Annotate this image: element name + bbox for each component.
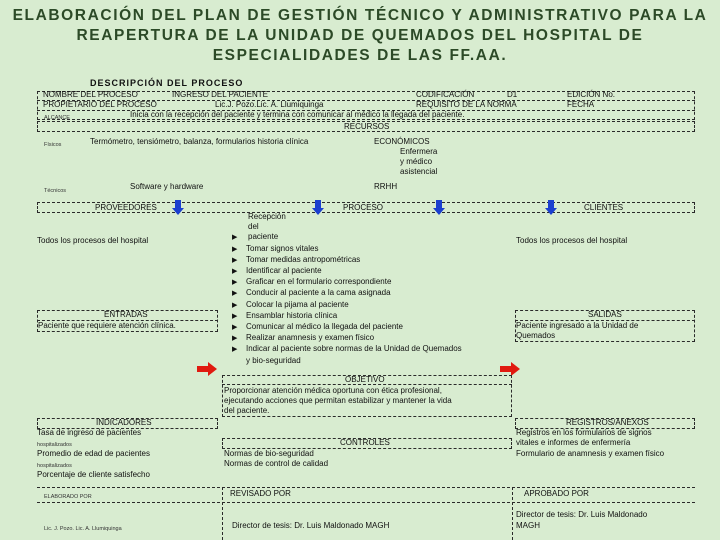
triangle-bullet-icon: ▶ <box>232 256 238 264</box>
control-2: Normas de control de calidad <box>224 459 329 468</box>
triangle-bullet-icon: ▶ <box>232 268 238 276</box>
recursos-heading: RECURSOS <box>344 122 390 131</box>
salidas-value-2: Quemados <box>516 331 556 340</box>
title-line-1: ELABORACIÓN DEL PLAN DE GESTIÓN TÉCNICO Y ADMINISTRATIVO PARA LA <box>12 7 708 24</box>
elaborado-label: ELABORADO POR <box>44 494 92 500</box>
proceso-step <box>232 311 462 322</box>
indicador-2: Promedio de edad de pacientes <box>37 449 150 458</box>
registro-3: Formulario de anamnesis y examen físico <box>516 449 665 458</box>
indicadores-label: INDICADORES <box>96 418 152 427</box>
aprobado-value-2: MAGH <box>516 521 540 530</box>
alcance-value: Inicia con la recepción del paciente y termina con comunicar al médico la llegada del paciente. <box>130 110 465 119</box>
proveedores-heading: PROVEEDORES <box>95 203 157 212</box>
proveedores-value: Todos los procesos del hospital <box>37 236 149 245</box>
objetivo-label: OBJETIVO <box>345 375 385 384</box>
proceso-step <box>232 232 462 243</box>
title-line-2: REAPERTURA DE LA UNIDAD DE QUEMADOS DEL HOSPITAL DE <box>76 27 644 44</box>
proceso-step-text: Recepción <box>248 212 286 221</box>
edicion-label: EDICIÓN No. <box>567 90 616 99</box>
economicos-value-3: asistencial <box>400 167 438 176</box>
codificacion-label: CODIFICACIÓN <box>416 90 475 99</box>
triangle-bullet-icon: ▶ <box>232 301 238 309</box>
proceso-step-text: Colocar la pijama al paciente <box>246 299 349 309</box>
revisado-value: Director de tesis: Dr. Luis Maldonado MAGH <box>232 521 390 530</box>
proceso-step-text: Identificar al paciente <box>246 266 322 276</box>
economicos-value-2: y médico <box>400 157 433 166</box>
registro-1: Registros en los formularios de signos <box>516 428 652 437</box>
proceso-step <box>232 244 462 255</box>
proceso-step <box>232 322 462 333</box>
salidas-value-1: Paciente ingresado a la Unidad de <box>516 321 639 330</box>
objetivo-value-2: ejecutando acciones que permitan estabilizar y mantener la vida <box>224 396 452 405</box>
triangle-bullet-icon: ▶ <box>232 324 238 332</box>
proceso-step-text: paciente <box>248 232 279 242</box>
proceso-step-text: del <box>248 222 259 232</box>
entradas-label: ENTRADAS <box>104 310 148 319</box>
proceso-step <box>232 333 462 344</box>
fisicos-label: Físicos <box>44 142 62 148</box>
proceso-step-text: y bio-seguridad <box>246 355 301 365</box>
economicos-label: ECONÓMICOS <box>374 137 430 146</box>
arrow-down-icon <box>545 200 557 215</box>
control-1: Normas de bio-seguridad <box>224 449 314 458</box>
clientes-heading: CLIENTES <box>584 203 624 212</box>
revisado-label: REVISADO POR <box>230 489 291 498</box>
triangle-bullet-icon: ▶ <box>232 279 238 287</box>
proceso-step-text: Graficar en el formulario correspondiente <box>246 277 392 287</box>
triangle-bullet-icon: ▶ <box>232 234 238 242</box>
proceso-step <box>232 277 462 288</box>
title-line-3: ESPECIALIDADES DE LAS FF.AA. <box>212 47 508 64</box>
proceso-step <box>232 222 462 232</box>
controles-label: CONTROLES <box>340 438 390 447</box>
triangle-bullet-icon: ▶ <box>232 312 238 320</box>
indicador-3: Porcentaje de cliente satisfecho <box>37 470 150 479</box>
document-title <box>0 6 720 66</box>
arrow-right-icon <box>197 362 217 376</box>
salidas-label: SALIDAS <box>588 310 622 319</box>
divider <box>512 487 513 540</box>
proceso-step-text: Comunicar al médico la llegada del paciente <box>246 322 403 332</box>
indicador-2-note: hospitalizados <box>37 463 72 469</box>
proceso-step-text: Conducir al paciente a la cama asignada <box>246 288 391 298</box>
fecha-label: FECHA <box>567 100 595 109</box>
proceso-step <box>232 344 462 355</box>
requisito-label: REQUISITO DE LA NORMA <box>416 100 517 109</box>
rrhh-label: RRHH <box>374 182 398 191</box>
proceso-step-text: Ensamblar historia clínica <box>246 310 338 320</box>
proceso-step-text: Realizar anamnesis y examen físico <box>246 333 375 343</box>
tecnicos-value: Software y hardware <box>130 182 204 191</box>
arrow-down-icon <box>172 200 184 215</box>
propietario-value: Lic.J. Pozo.Lic. A. Llumiquinga <box>215 100 324 109</box>
proceso-step <box>232 212 462 222</box>
entradas-value: Paciente que requiere atención clínica. <box>38 321 176 330</box>
proceso-heading: PROCESO <box>343 203 384 212</box>
arrow-right-icon <box>500 362 520 376</box>
elaborado-value: Lic. J. Pozo. Lic. A. Llumiquinga <box>44 526 122 532</box>
proceso-step-text: Tomar medidas antropométricas <box>246 254 361 264</box>
clientes-value: Todos los procesos del hospital <box>516 236 628 245</box>
alcance-label: ALCANCE <box>44 115 70 121</box>
registros-label: REGISTROS/ANEXOS <box>566 418 649 427</box>
aprobado-value-1: Director de tesis: Dr. Luis Maldonado <box>516 510 648 519</box>
objetivo-value-3: del paciente. <box>224 406 270 415</box>
propietario-label: PROPIETARIO DEL PROCESO <box>43 100 157 109</box>
proceso-step <box>232 266 462 277</box>
codificacion-value: D1 <box>507 90 518 99</box>
divider <box>37 502 695 503</box>
triangle-bullet-icon: ▶ <box>232 346 238 354</box>
registro-2: vitales e informes de enfermería <box>516 438 631 447</box>
triangle-bullet-icon: ▶ <box>232 245 238 253</box>
objetivo-value-1: Proporcionar atención médica oportuna con ética profesional, <box>224 386 442 395</box>
economicos-value-1: Enfermera <box>400 147 438 156</box>
proceso-step-text: Indicar al paciente sobre normas de la Unidad de Quemados <box>246 344 462 354</box>
proceso-steps <box>232 212 462 366</box>
section-heading: DESCRIPCIÓN DEL PROCESO <box>90 78 244 88</box>
indicador-1: Tasa de ingreso de pacientes <box>37 428 142 437</box>
proceso-step <box>232 288 462 299</box>
triangle-bullet-icon: ▶ <box>232 290 238 298</box>
tecnicos-label: Técnicos <box>44 188 67 194</box>
indicador-1-note: hospitalizados <box>37 442 72 448</box>
nombre-value: INGRESO DEL PACIENTE <box>172 90 269 99</box>
divider <box>37 487 695 488</box>
fisicos-value: Termómetro, tensiómetro, balanza, formularios historia clínica <box>90 137 309 146</box>
proceso-step <box>232 356 462 366</box>
proceso-step <box>232 255 462 266</box>
proceso-step-text: Tomar signos vitales <box>246 243 319 253</box>
aprobado-label: APROBADO POR <box>524 489 589 498</box>
triangle-bullet-icon: ▶ <box>232 335 238 343</box>
divider <box>222 487 223 540</box>
nombre-label: NOMBRE DEL PROCESO <box>43 90 138 99</box>
proceso-step <box>232 300 462 311</box>
